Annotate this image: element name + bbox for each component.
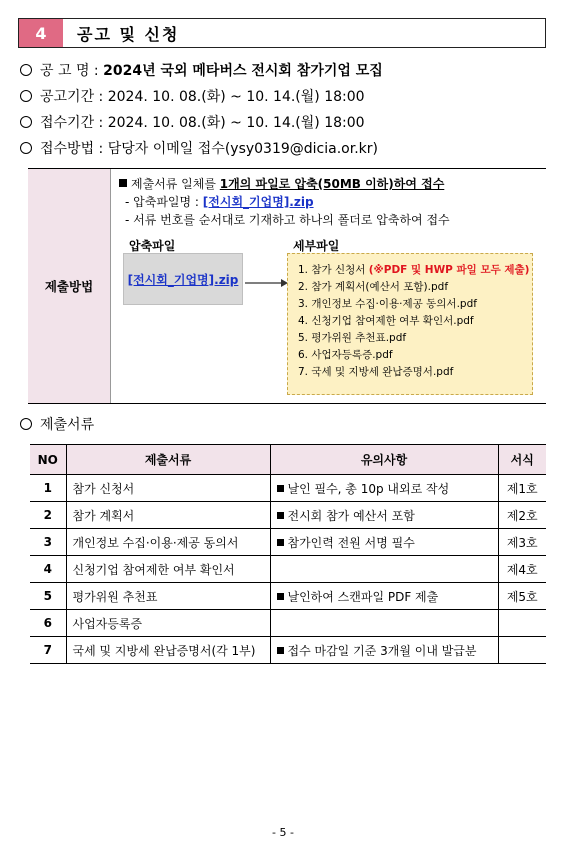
square-bullet-icon — [277, 512, 284, 519]
row-note: 접수 마감일 기준 3개월 이내 발급분 — [270, 637, 498, 664]
row-no: 3 — [30, 529, 66, 556]
submission-label: 제출방법 — [28, 169, 111, 403]
table-row — [30, 583, 546, 610]
submission-content — [111, 169, 546, 403]
instruction-prefix: 제출서류 일체를 — [131, 177, 220, 191]
info-title-value: 2024년 국외 메타버스 전시회 참가기업 모집 — [103, 63, 383, 79]
docs-heading: 제출서류 — [40, 417, 95, 433]
circle-bullet-icon — [20, 418, 32, 430]
detail-file-label: 세부파일 — [293, 239, 340, 253]
detail-file-item: 7. 국세 및 지방세 완납증명서.pdf — [298, 366, 454, 378]
detail-file-item: 1. 참가 신청서 (※PDF 및 HWP 파일 모두 제출) — [298, 264, 530, 276]
info-period-value: 2024. 10. 08.(화) ~ 10. 14.(월) 18:00 — [107, 89, 365, 105]
info-receipt-line: 접수기간 : 2024. 10. 08.(화) ~ 10. 14.(월) 18:00 — [20, 114, 365, 132]
row-form — [498, 610, 546, 637]
docs-table — [30, 444, 546, 664]
header-note: 유의사항 — [270, 445, 498, 475]
row-form — [498, 637, 546, 664]
instruction-emphasis: 1개의 파일로 압축(50MB 이하)하여 접수 — [219, 177, 445, 191]
info-period-line: 공고기간 : 2024. 10. 08.(화) ~ 10. 14.(월) 18:00 — [20, 88, 365, 106]
row-doc: 평가위원 추천표 — [66, 583, 270, 610]
section-title: 공고 및 신청 — [77, 24, 180, 44]
detail-file-item: 3. 개인정보 수집·이용·제공 동의서.pdf — [298, 298, 477, 310]
square-bullet-icon — [277, 647, 284, 654]
row-no: 1 — [30, 475, 66, 502]
row-no: 2 — [30, 502, 66, 529]
table-row — [30, 475, 546, 502]
table-row — [30, 556, 546, 583]
info-period-label: 공고기간 — [40, 89, 95, 105]
header-doc: 제출서류 — [66, 445, 270, 475]
table-row — [30, 529, 546, 556]
submission-instruction — [119, 175, 444, 192]
row-no: 6 — [30, 610, 66, 637]
row-form: 제4호 — [498, 556, 546, 583]
row-doc: 국세 및 지방세 완납증명서(각 1부) — [66, 637, 270, 664]
circle-bullet-icon — [20, 116, 32, 128]
row-doc: 사업자등록증 — [66, 610, 270, 637]
docs-heading-line — [20, 414, 94, 434]
info-receipt-label: 접수기간 — [40, 115, 95, 131]
zip-file-label: 압축파일 — [129, 239, 176, 253]
header-no: NO — [30, 445, 66, 475]
ordering-instruction: - 서류 번호를 순서대로 기재하고 하나의 폴더로 압축하여 접수 — [125, 213, 450, 227]
row-form: 제3호 — [498, 529, 546, 556]
submission-box — [28, 168, 546, 404]
row-no: 4 — [30, 556, 66, 583]
row-form: 제1호 — [498, 475, 546, 502]
info-receipt-value: 2024. 10. 08.(화) ~ 10. 14.(월) 18:00 — [107, 115, 365, 131]
section-header — [18, 18, 546, 48]
row-doc: 신청기업 참여제한 여부 확인서 — [66, 556, 270, 583]
info-method-line: 접수방법 : 담당자 이메일 접수(ysy0319@dicia.or.kr) — [20, 140, 378, 158]
row-note: 참가인력 전원 서명 필수 — [270, 529, 498, 556]
info-method-value: 담당자 이메일 접수(ysy0319@dicia.or.kr) — [107, 141, 378, 157]
detail-file-list — [287, 253, 533, 395]
row-no: 5 — [30, 583, 66, 610]
header-form: 서식 — [498, 445, 546, 475]
zip-filename-line — [125, 193, 314, 210]
detail-file-item: 5. 평가위원 추천표.pdf — [298, 332, 407, 344]
zip-filename: [전시회_기업명].zip — [202, 195, 314, 209]
row-note: 전시회 참가 예산서 포함 — [270, 502, 498, 529]
detail-file-item: 4. 신청기업 참여제한 여부 확인서.pdf — [298, 315, 474, 327]
arrow-right-icon — [245, 277, 289, 289]
circle-bullet-icon — [20, 64, 32, 76]
row-note — [270, 556, 498, 583]
square-bullet-icon — [277, 485, 284, 492]
info-title-label: 공 고 명 — [40, 63, 90, 79]
row-doc: 참가 계획서 — [66, 502, 270, 529]
square-bullet-icon — [119, 179, 127, 187]
info-method-label: 접수방법 — [40, 141, 95, 157]
circle-bullet-icon — [20, 90, 32, 102]
table-row — [30, 502, 546, 529]
zip-file-box: [전시회_기업명].zip — [123, 253, 243, 305]
square-bullet-icon — [277, 593, 284, 600]
table-row — [30, 637, 546, 664]
section-number: 4 — [19, 19, 63, 47]
detail-file-item: 2. 참가 계획서(예산서 포함).pdf — [298, 281, 449, 293]
square-bullet-icon — [277, 539, 284, 546]
table-row — [30, 610, 546, 637]
row-form: 제5호 — [498, 583, 546, 610]
detail-file-note: (※PDF 및 HWP 파일 모두 제출) — [368, 264, 530, 276]
page-number: - 5 - — [272, 826, 294, 839]
row-note — [270, 610, 498, 637]
row-doc: 참가 신청서 — [66, 475, 270, 502]
detail-file-item: 6. 사업자등록증.pdf — [298, 349, 393, 361]
row-note: 날인 필수, 총 10p 내외로 작성 — [270, 475, 498, 502]
table-header-row — [30, 445, 546, 475]
row-note: 날인하여 스캔파일 PDF 제출 — [270, 583, 498, 610]
zip-filename-prefix: - 압축파일명 : — [125, 195, 203, 209]
row-form: 제2호 — [498, 502, 546, 529]
info-title-line: 공 고 명 : 2024년 국외 메타버스 전시회 참가기업 모집 — [20, 62, 383, 80]
row-doc: 개인정보 수집·이용·제공 동의서 — [66, 529, 270, 556]
row-no: 7 — [30, 637, 66, 664]
circle-bullet-icon — [20, 142, 32, 154]
